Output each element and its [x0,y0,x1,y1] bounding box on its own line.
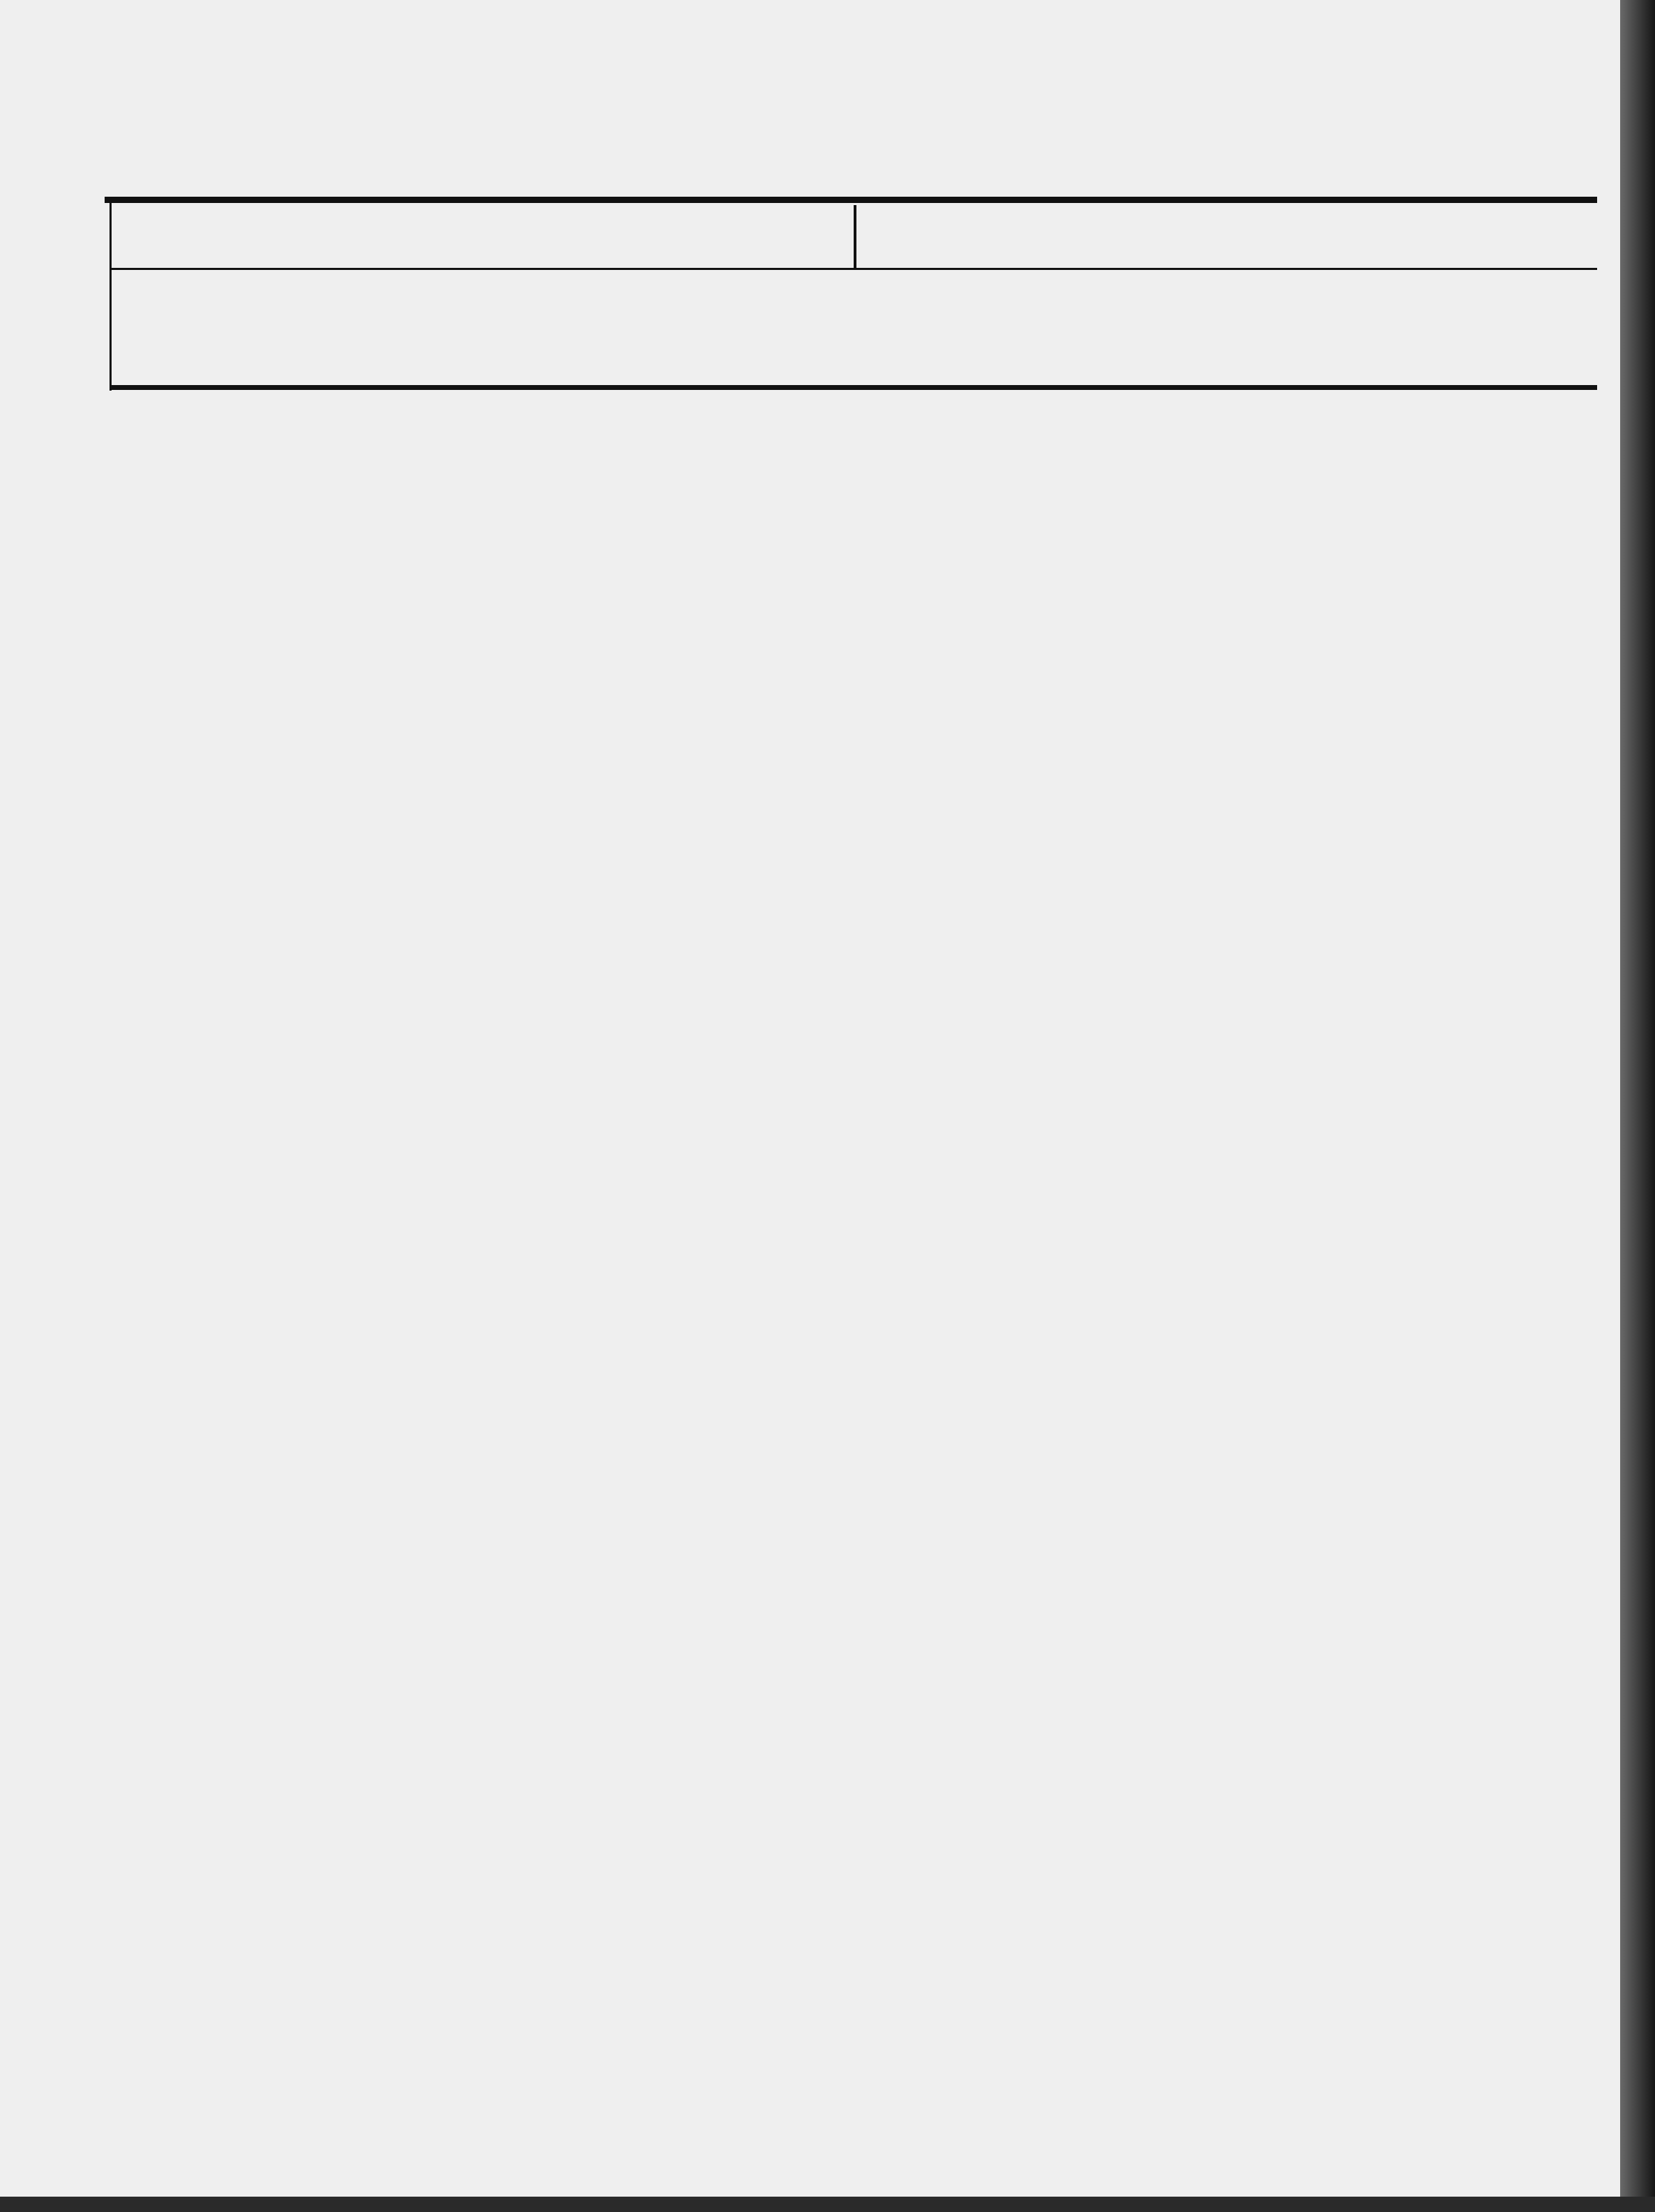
scan-edge-bottom [0,2197,1655,2212]
title-left-border [109,202,112,391]
title-divider [854,205,856,268]
title-bottom-rule [109,268,1597,270]
scan-edge-right [1620,0,1655,2212]
top-rule [105,197,1597,203]
header-bottom-rule [109,385,1597,390]
